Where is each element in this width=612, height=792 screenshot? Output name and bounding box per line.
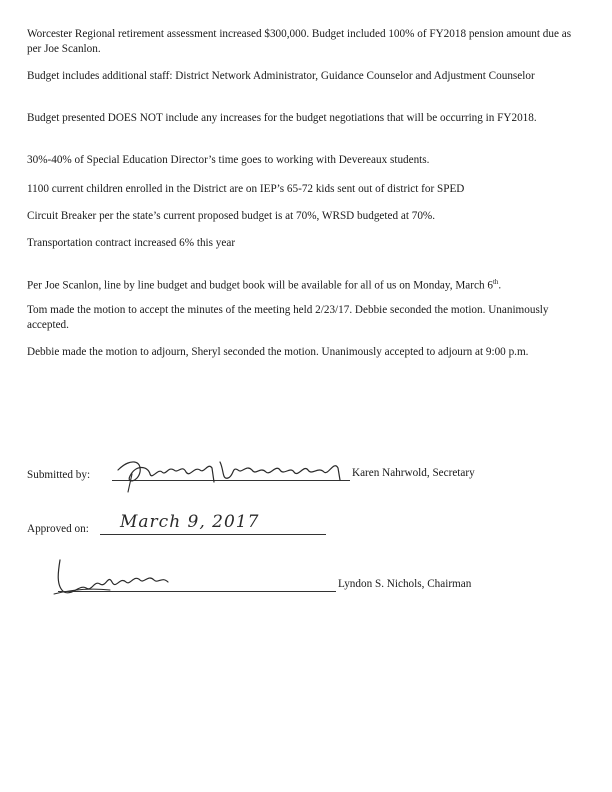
paragraph-budget-book-text: Per Joe Scanlon, line by line budget and budget book will be available for all of us on Monday, March 6 <box>27 279 493 292</box>
submitted-by-label: Submitted by: <box>27 469 91 481</box>
ordinal-suffix: th <box>492 278 499 286</box>
paragraph-budget-book-end: . <box>498 279 502 292</box>
paragraph-circuit-breaker: Circuit Breaker per the state’s current proposed budget is at 70%, WRSD budgeted at 70%. <box>27 210 436 222</box>
paragraph-sped-director: 30%-40% of Special Education Director’s time goes to working with Devereaux students. <box>27 154 430 166</box>
chairman-signature <box>50 554 180 604</box>
approved-date-handwritten: March 9, 2017 <box>120 512 260 532</box>
paragraph-additional-staff: Budget includes additional staff: District Network Administrator, Guidance Counselor and Adjustment Counselor <box>27 70 535 82</box>
paragraph-transportation: Transportation contract increased 6% this year <box>27 237 236 249</box>
paragraph-budget-book <box>27 275 587 294</box>
approved-date-line <box>100 534 326 535</box>
paragraph-budget-negotiations: Budget presented DOES NOT include any increases for the budget negotiations that will be occurring in FY2018. <box>27 112 537 124</box>
paragraph-iep-enrollment: 1100 current children enrolled in the District are on IEP’s 65-72 kids sent out of district for SPED <box>27 183 465 195</box>
chairman-name: Lyndon S. Nichols, Chairman <box>338 578 472 590</box>
paragraph-adjourn-motion: Debbie made the motion to adjourn, Sheryl seconded the motion. Unanimously accepted to adjourn at 9:00 p.m. <box>27 346 529 358</box>
approved-on-label: Approved on: <box>27 523 89 535</box>
submitted-signature <box>112 448 352 496</box>
paragraph-minutes-motion: Tom made the motion to accept the minutes of the meeting held 2/23/17. Debbie seconded the motion. Unanimously accepted. <box>27 304 549 331</box>
chairman-signature-line <box>58 591 336 592</box>
submitted-by-name: Karen Nahrwold, Secretary <box>352 467 475 479</box>
paragraph-retirement-assessment: Worcester Regional retirement assessment increased $300,000. Budget included 100% of FY2018 pension amount due as per Joe Scanlon. <box>27 28 572 55</box>
